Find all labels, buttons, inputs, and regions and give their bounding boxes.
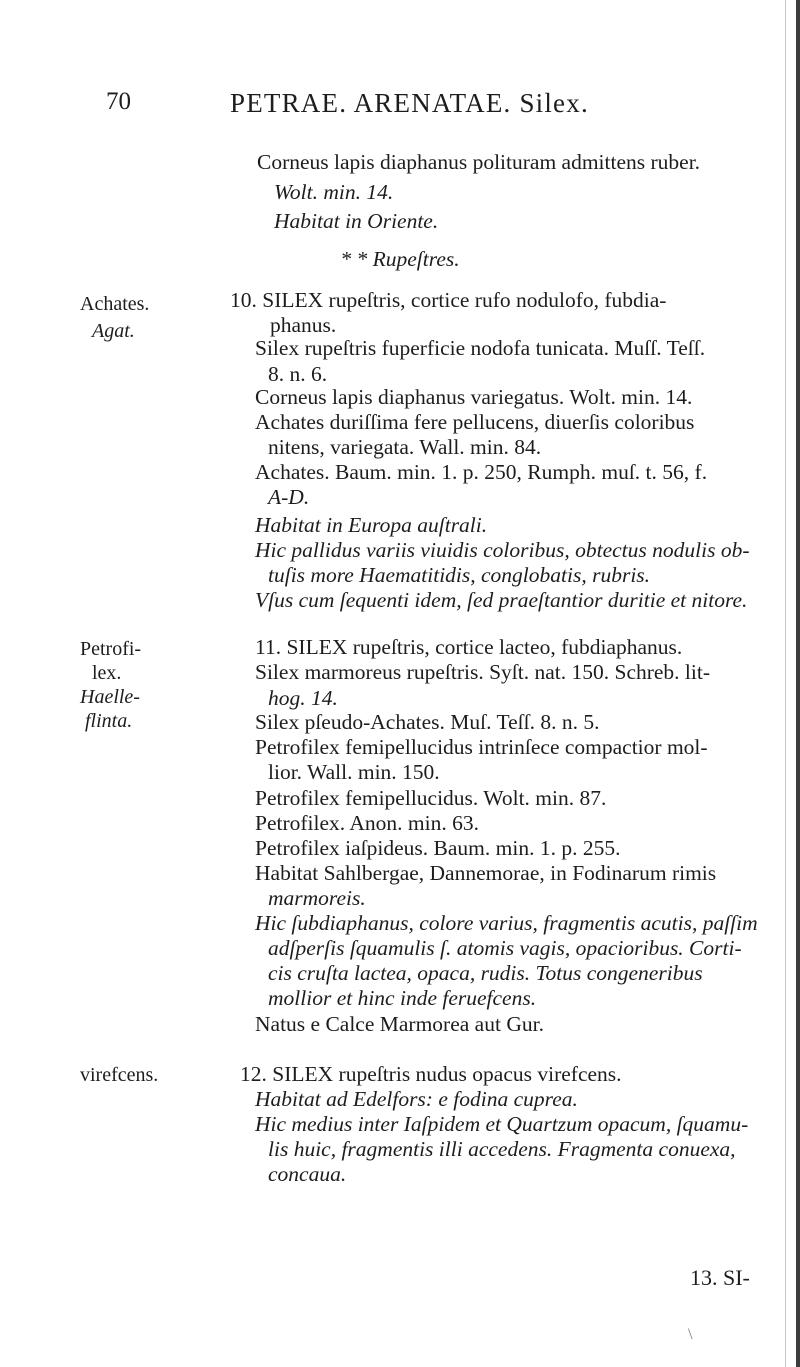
entry-line: Natus e Calce Marmorea aut Gur.	[255, 1012, 544, 1036]
entry-line: concaua.	[268, 1162, 347, 1186]
running-title: PETRAE. ARENATAE. Silex.	[230, 88, 589, 118]
entry-line: Petrofilex. Anon. min. 63.	[255, 811, 479, 835]
entry-line: adſperſis ſquamulis ſ. atomis vagis, opacioribus. Corti-	[268, 936, 742, 960]
entry-line: Silex marmoreus rupeſtris. Syſt. nat. 150. Schreb. lit-	[255, 660, 711, 684]
page-fold-line	[785, 0, 786, 1367]
entry-line: Petrofilex femipellucidus. Wolt. min. 87.	[255, 786, 607, 810]
entry-line: Achates. Baum. min. 1. p. 250, Rumph. muſ. t. 56, f.	[255, 460, 708, 484]
entry-line: 8. n. 6.	[268, 362, 328, 386]
entry-line: 11. SILEX rupeſtris, cortice lacteo, fubdiaphanus.	[255, 635, 683, 659]
entry-line: lis huic, fragmentis illi accedens. Fragmenta conuexa,	[268, 1137, 736, 1161]
margin-note: Achates.	[80, 293, 150, 315]
entry-line: phanus.	[270, 313, 337, 337]
page-edge	[796, 0, 800, 1367]
entry-line: lior. Wall. min. 150.	[268, 760, 440, 784]
entry-line: Hic pallidus variis viuidis coloribus, obtectus nodulis ob-	[255, 538, 750, 562]
entry-line: Corneus lapis diaphanus variegatus. Wolt. min. 14.	[255, 385, 693, 409]
margin-note: virefcens.	[80, 1064, 159, 1086]
entry-line: Petrofilex iaſpideus. Baum. min. 1. p. 255.	[255, 836, 621, 860]
margin-note: flinta.	[85, 710, 133, 732]
entry-line: 12. SILEX rupeſtris nudus opacus virefcens.	[240, 1062, 622, 1086]
margin-note: Agat.	[92, 320, 135, 342]
margin-note: lex.	[92, 662, 122, 684]
entry-line: 10. SILEX rupeſtris, cortice rufo nodulofo, fubdia-	[230, 288, 667, 312]
entry-line: Habitat in Europa auſtrali.	[255, 513, 488, 537]
entry-line: Silex pſeudo-Achates. Muſ. Teſſ. 8. n. 5.	[255, 710, 600, 734]
intro-line: Corneus lapis diaphanus polituram admittens ruber.	[257, 150, 701, 174]
margin-note: Haelle-	[80, 686, 140, 708]
intro-line: Wolt. min. 14.	[274, 180, 394, 204]
intro-line: Habitat in Oriente.	[274, 209, 439, 233]
entry-line: tuſis more Haematitidis, conglobatis, rubris.	[268, 563, 651, 587]
entry-line: Vſus cum ſequenti idem, ſed praeſtantior duritie et nitore.	[255, 588, 748, 612]
entry-line: Silex rupeſtris fuperficie nodofa tunicata. Muſſ. Teſſ.	[255, 336, 706, 360]
entry-line: Habitat Sahlbergae, Dannemorae, in Fodinarum rimis	[255, 861, 717, 885]
entry-line: hog. 14.	[268, 686, 338, 710]
entry-line: mollior et hinc inde feruefcens.	[268, 986, 537, 1010]
entry-line: Hic medius inter Iaſpidem et Quartzum opacum, ſquamu-	[255, 1112, 749, 1136]
catchword: 13. SI-	[690, 1265, 750, 1290]
margin-note: Petrofi-	[80, 638, 142, 660]
entry-line: A-D.	[268, 485, 310, 509]
entry-line: Habitat ad Edelfors: e fodina cuprea.	[255, 1087, 578, 1111]
entry-line: nitens, variegata. Wall. min. 84.	[268, 435, 542, 459]
entry-line: marmoreis.	[268, 886, 366, 910]
stray-mark: \	[688, 1326, 693, 1343]
entry-line: Petrofilex femipellucidus intrinſece compactior mol-	[255, 735, 708, 759]
entry-line: cis cruſta lactea, opaca, rudis. Totus congeneribus	[268, 961, 703, 985]
page-number: 70	[106, 88, 131, 115]
entry-line: Hic ſubdiaphanus, colore varius, fragmentis acutis, paſſim	[255, 911, 758, 935]
entry-line: Achates duriſſima fere pellucens, diuerſis coloribus	[255, 410, 695, 434]
section-heading: * * Rupeſtres.	[340, 247, 460, 271]
